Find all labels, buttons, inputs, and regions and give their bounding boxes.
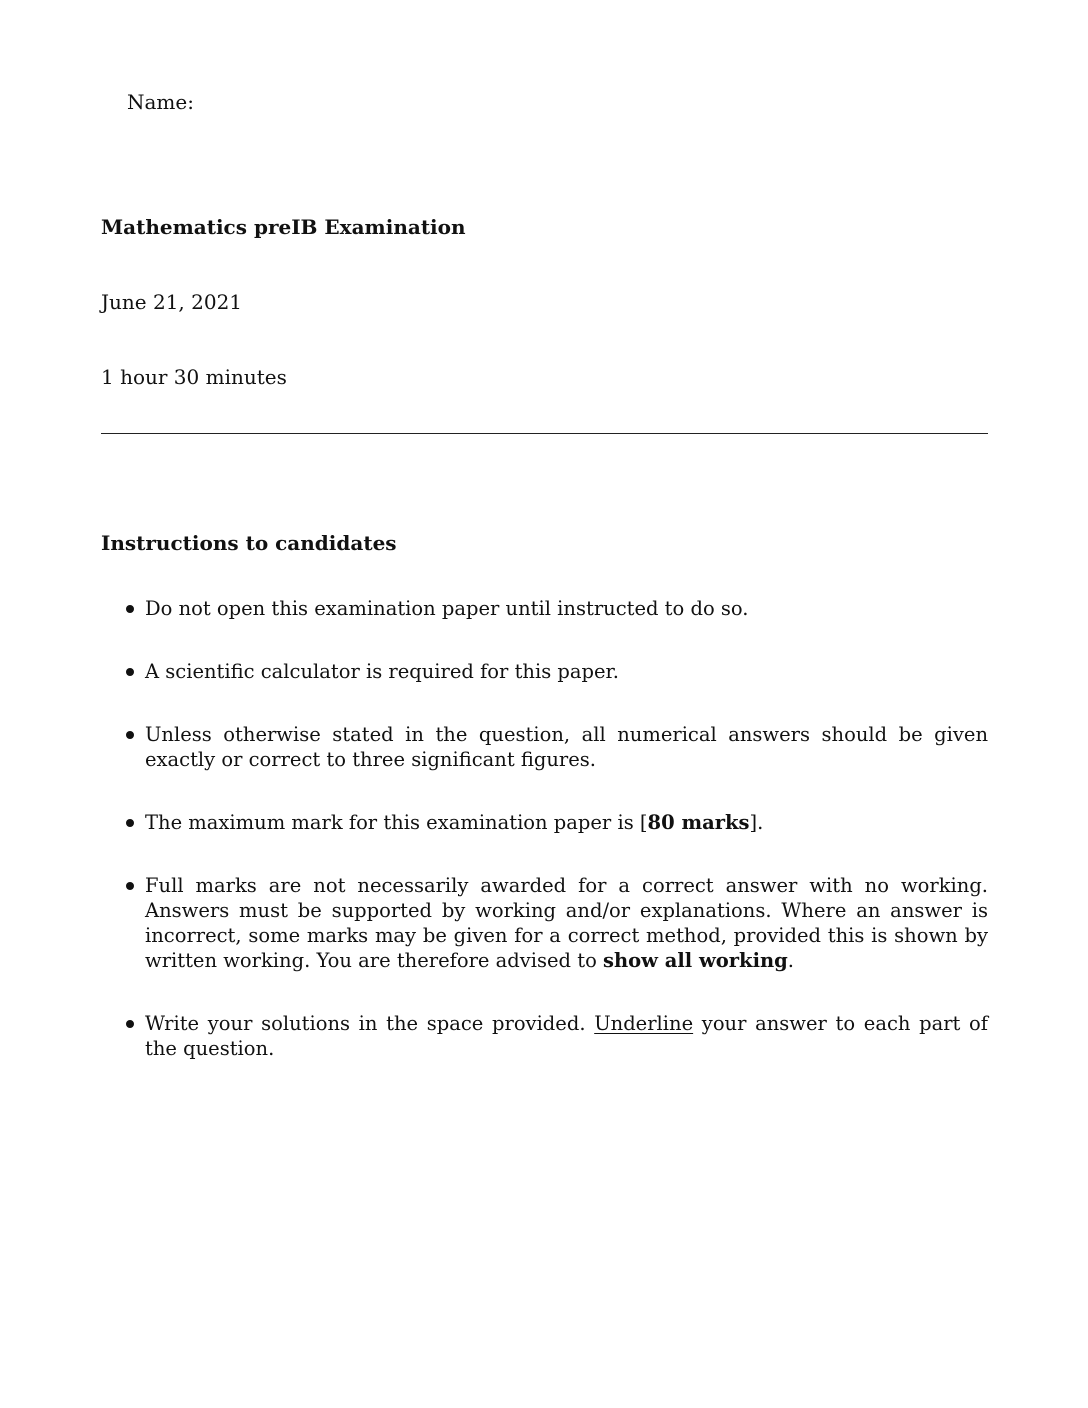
- instructions-list: [101, 596, 988, 1099]
- bullet-icon: [126, 1020, 134, 1028]
- instruction-text: Unless otherwise stated in the question, all numerical answers should be given exactly or correct to three significant figures.: [145, 723, 988, 771]
- bullet-icon: [126, 605, 134, 613]
- bullet-icon: [126, 668, 134, 676]
- instruction-item: [101, 722, 988, 772]
- instruction-item: [101, 659, 988, 684]
- exam-title: Mathematics preIB Examination: [101, 215, 466, 239]
- instruction-text-before: The maximum mark for this examination paper is [: [145, 811, 648, 834]
- instruction-text-before: Write your solutions in the space provided.: [145, 1012, 595, 1035]
- instruction-text: A scientific calculator is required for this paper.: [145, 660, 619, 683]
- instruction-text-after: ].: [749, 811, 764, 834]
- show-all-working-emphasis: show all working: [603, 949, 788, 972]
- bullet-icon: [126, 882, 134, 890]
- instruction-text-after: .: [787, 949, 794, 972]
- instruction-item: [101, 596, 988, 621]
- horizontal-divider: [101, 433, 988, 434]
- instruction-item: [101, 1011, 988, 1061]
- maximum-marks-value: 80 marks: [647, 811, 750, 834]
- instruction-text-after: your answer to each part of the question.: [145, 1012, 988, 1060]
- bullet-icon: [126, 819, 134, 827]
- instruction-text-before: Full marks are not necessarily awarded for a correct answer with no working. Answers must be supported by working and/or explanations. Where an answer is incorrect, some marks may be given for a correct method, provided this is shown by written working. You are therefore advised to: [145, 874, 988, 972]
- instruction-item: [101, 873, 988, 973]
- instructions-heading: Instructions to candidates: [101, 531, 397, 555]
- name-label: Name:: [127, 90, 194, 114]
- instruction-item: [101, 810, 988, 835]
- instruction-text: Do not open this examination paper until instructed to do so.: [145, 597, 749, 620]
- exam-duration: 1 hour 30 minutes: [101, 365, 287, 389]
- exam-date: June 21, 2021: [101, 290, 243, 314]
- bullet-icon: [126, 731, 134, 739]
- underline-emphasis: Underline: [594, 1012, 694, 1035]
